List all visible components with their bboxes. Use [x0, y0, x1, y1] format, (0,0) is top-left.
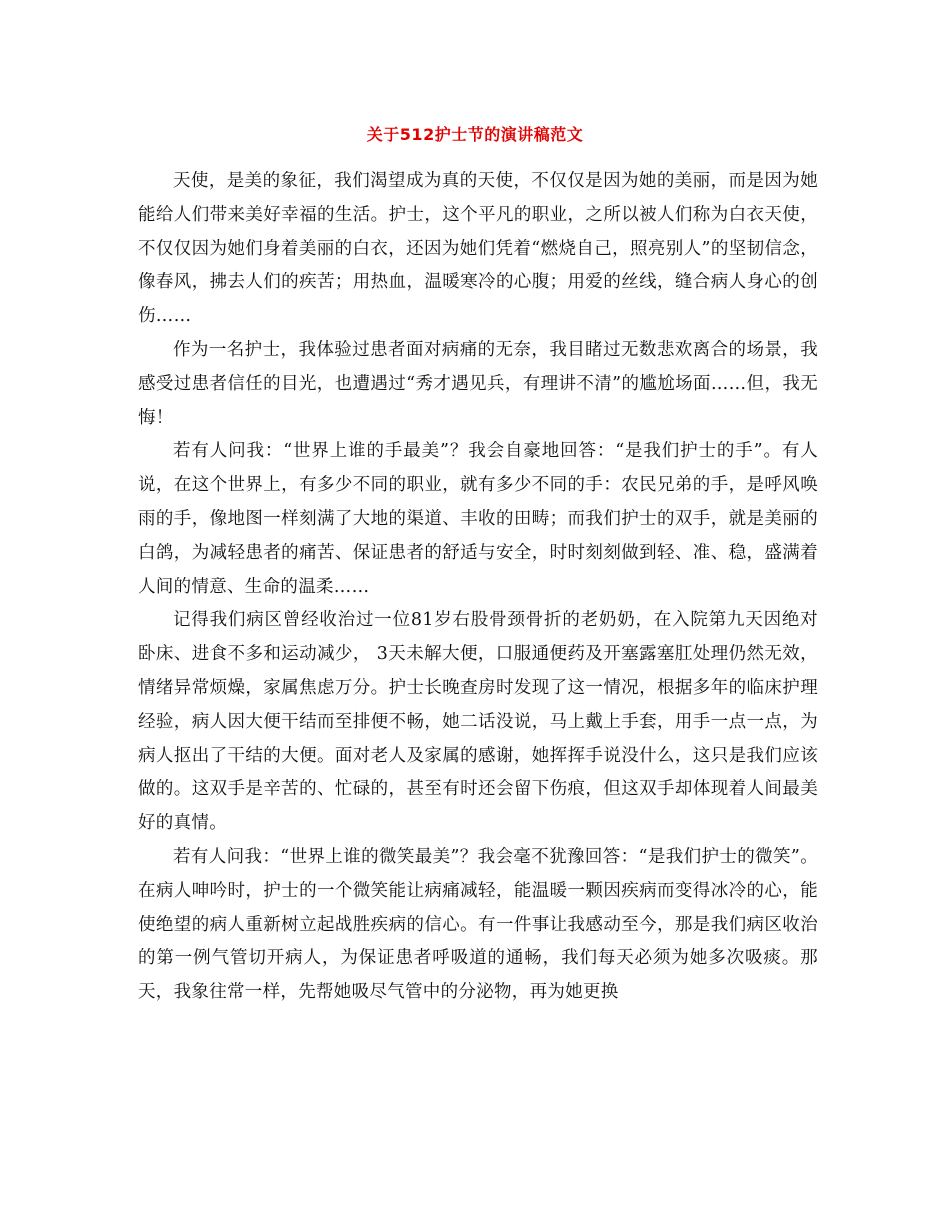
paragraph: 记得我们病区曾经收治过一位81岁右股骨颈骨折的老奶奶，在入院第九天因绝对卧床、进食不多和运动减少， 3天未解大便，口服通便药及开塞露塞肛处理仍然无效，情绪异常烦燥，家属焦虑万分。护士长晚查房时发现了这一情况，根据多年的临床护理经验，病人因大便干结而至排便不畅，她二话没说，马上戴上手套，用手一点一点，为病人抠出了干结的大便。面对老人及家属的感谢，她挥挥手说没什么，这只是我们应该做的。这双手是辛苦的、忙碌的，甚至有时还会留下伤痕，但这双手却体现着人间最美好的真情。: [138, 610, 818, 834]
paragraph: 若有人问我：“世界上谁的微笑最美”？我会毫不犹豫回答：“是我们护士的微笑”。在病人呻吟时，护士的一个微笑能让病痛减轻，能温暖一颗因疾病而变得冰冷的心，能使绝望的病人重新树立起战胜疾病的信心。有一件事让我感动至今，那是我们病区收治的第一例气管切开病人，为保证患者呼吸道的通畅，我们每天必须为她多次吸痰。那天，我象往常一样，先帮她吸尽气管中的分泌物，再为她更换: [138, 846, 818, 1003]
paragraph: 作为一名护士，我体验过患者面对病痛的无奈，我目睹过无数悲欢离合的场景，我感受过患者信任的目光，也遭遇过“秀才遇见兵，有理讲不清”的尴尬场面……但，我无悔！: [138, 339, 818, 428]
paragraph: 天使，是美的象征，我们渴望成为真的天使，不仅仅是因为她的美丽，而是因为她能给人们带来美好幸福的生活。护士，这个平凡的职业，之所以被人们称为白衣天使，不仅仅因为她们身着美丽的白衣，还因为她们凭着“燃烧自己，照亮别人”的坚韧信念，像春风，拂去人们的疾苦；用热血，温暖寒冷的心腹；用爱的丝线，缝合病人身心的创伤……: [138, 171, 818, 327]
document-title: 关于512护士节的演讲稿范文: [366, 125, 584, 144]
document-body: [138, 165, 818, 1010]
paragraph: 若有人问我：“世界上谁的手最美”？我会自豪地回答：“是我们护士的手”。有人说，在这个世界上，有多少不同的职业，就有多少不同的手：农民兄弟的手，是呼风唤雨的手，像地图一样刻满了大地的渠道、丰收的田畴；而我们护士的双手，就是美丽的白鸽，为减轻患者的痛苦、保证患者的舒适与安全，时时刻刻做到轻、准、稳，盛满着人间的情意、生命的温柔……: [138, 441, 818, 597]
